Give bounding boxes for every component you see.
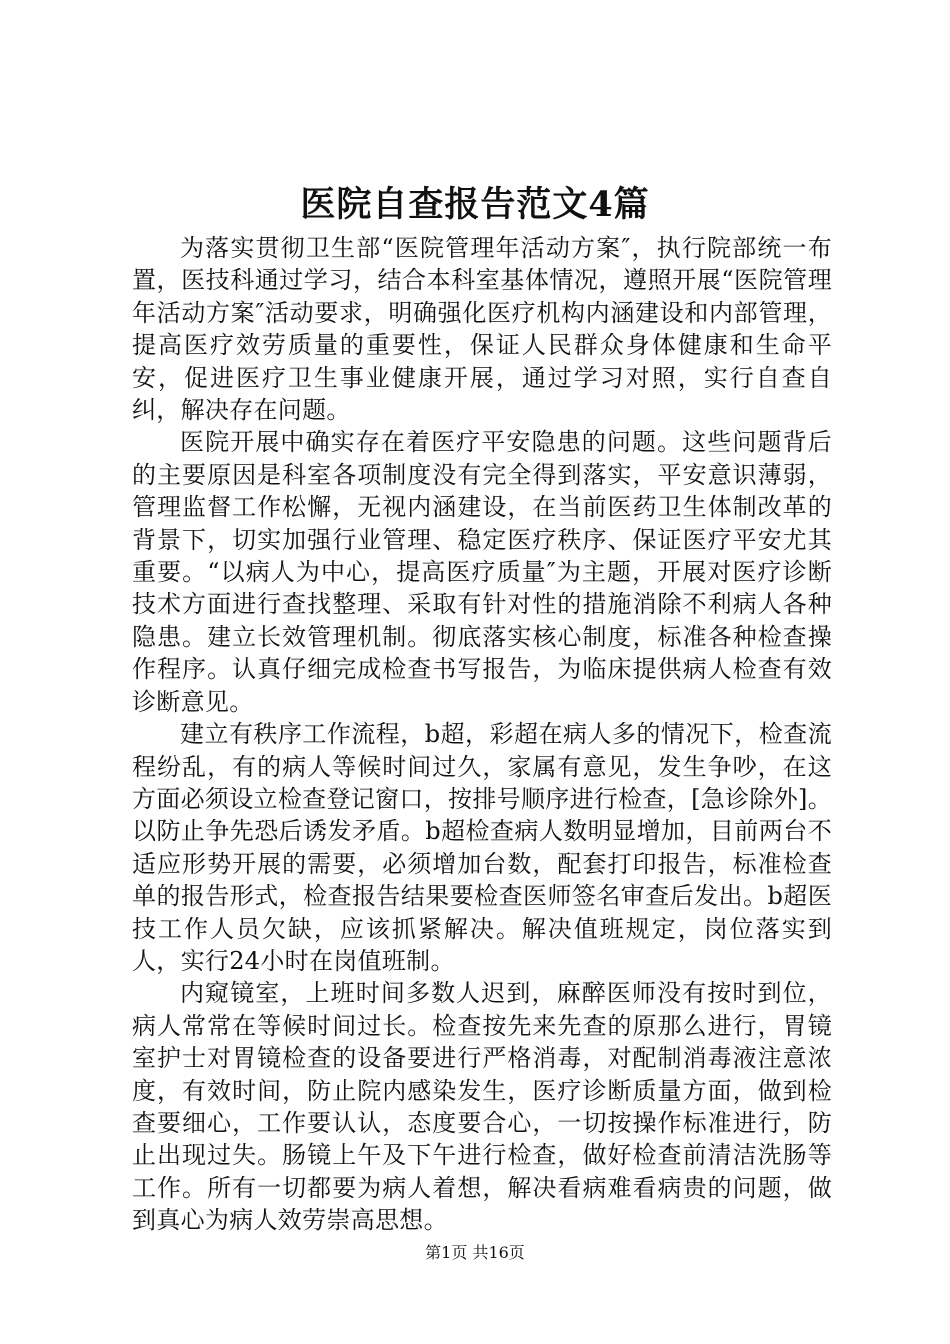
document-body	[132, 232, 832, 1237]
document-title: 医院自查报告范文4篇	[300, 184, 650, 225]
paragraph-3: 建立有秩序工作流程，b超，彩超在病人多的情况下，检查流程纷乱，有的病人等候时间过久，家属有意见，发生争吵，在这方面必须设立检查登记窗口，按排号顺序进行检查，[急诊除外]。以防止争先恐后诱发矛盾。b超检查病人数明显增加，目前两台不适应形势开展的需要，必须增加台数，配套打印报告，标准检查单的报告形式，检查报告结果要检查医师签名审查后发出。b超医技工作人员欠缺，应该抓紧解决。解决值班规定，岗位落实到人，实行24小时在岗值班制。	[132, 720, 832, 975]
paragraph-1: 为落实贯彻卫生部“医院管理年活动方案″，执行院部统一布置，医技科通过学习，结合本科室基体情况，遵照开展“医院管理年活动方案″活动要求，明确强化医疗机构内涵建设和内部管理，提高医疗效劳质量的重要性，保证人民群众身体健康和生命平安，促进医疗卫生事业健康开展，通过学习对照，实行自查自纠，解决存在问题。	[132, 234, 832, 425]
paragraph-2: 医院开展中确实存在着医疗平安隐患的问题。这些问题背后的主要原因是科室各项制度没有完全得到落实，平安意识薄弱，管理监督工作松懈，无视内涵建设，在当前医药卫生体制改革的背景下，切实加强行业管理、稳定医疗秩序、保证医疗平安尤其重要。“以病人为中心，提高医疗质量″为主题，开展对医疗诊断技术方面进行查找整理、采取有针对性的措施消除不利病人各种隐患。建立长效管理机制。彻底落实核心制度，标准各种检查操作程序。认真仔细完成检查书写报告，为临床提供病人检查有效诊断意见。	[132, 428, 832, 716]
paragraph-4: 内窥镜室，上班时间多数人迟到，麻醉医师没有按时到位，病人常常在等候时间过长。检查按先来先查的原那么进行，胃镜室护士对胃镜检查的设备要进行严格消毒，对配制消毒液注意浓度，有效时间，防止院内感染发生，医疗诊断质量方面，做到检查要细心，工作要认认，态度要合心，一切按操作标准进行，防止出现过失。肠镜上午及下午进行检查，做好检查前清洁洗肠等工作。所有一切都要为病人着想，解决看病难看病贵的问题，做到真心为病人效劳崇高思想。	[132, 979, 832, 1235]
page-number-footer: 第1页 共16页	[425, 1243, 525, 1262]
